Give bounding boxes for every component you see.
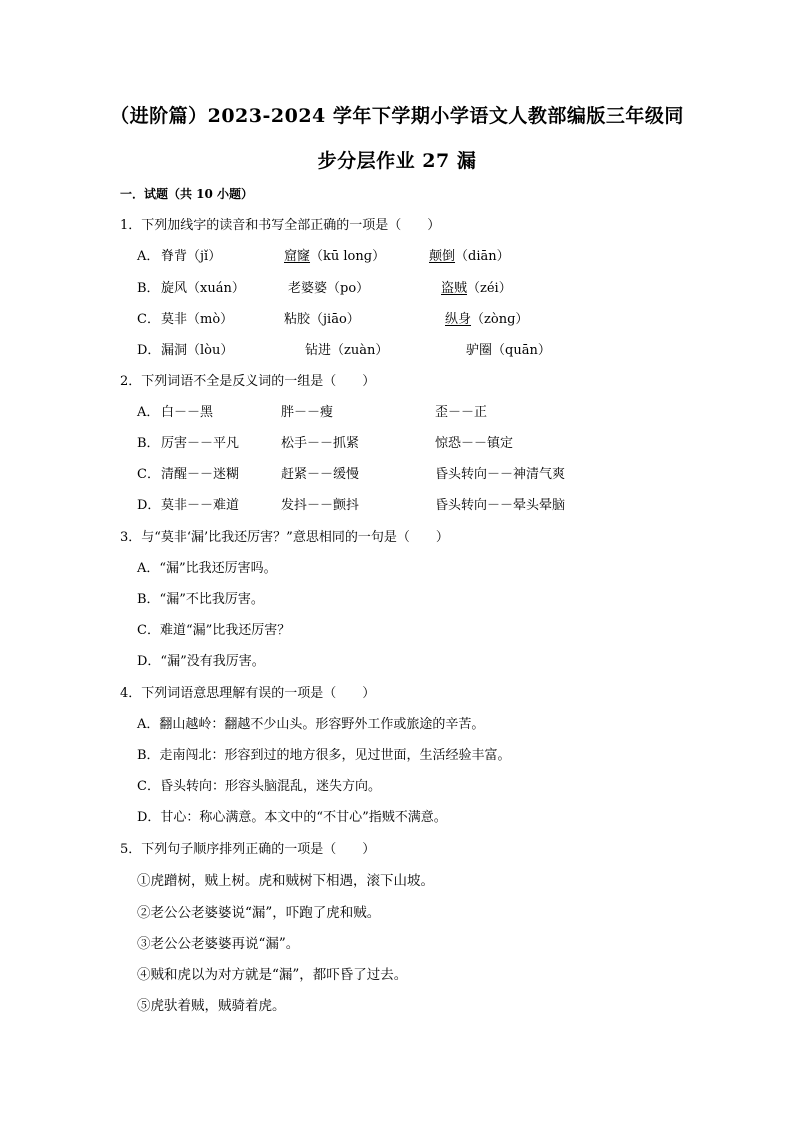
pinyin: （mò） <box>187 312 234 327</box>
q2-b-item-1: 厉害－－平凡 <box>161 436 240 451</box>
q5-sentence-4: ④贼和虎以为对方就是“漏”，都吓昏了过去。 <box>137 967 408 983</box>
underlined-word: 驴圈 <box>466 343 493 358</box>
underlined-word: 窟窿 <box>284 249 311 264</box>
q1-b-item-3 <box>441 279 512 299</box>
q5-sentence-1: ①虎蹭树，贼上树。虎和贼树下相遇，滚下山坡。 <box>137 873 434 889</box>
q2-a-item-2: 胖－－瘦 <box>281 405 334 420</box>
q4-option-a: A．翻山越岭：翻越不少山头。形容野外工作或旅途的辛苦。 <box>137 717 485 732</box>
q2-a-item-3: 歪－－正 <box>435 405 488 420</box>
section-heading: 一．试题（共 10 小题） <box>120 187 254 201</box>
option-letter: A． <box>137 249 160 264</box>
document-title-line-2: 步分层作业 27 漏 <box>317 150 477 172</box>
option-letter: B． <box>137 281 160 296</box>
pinyin: （lòu） <box>187 343 234 358</box>
pinyin: （zéi） <box>467 281 512 296</box>
q2-a-item-1: 白－－黑 <box>161 405 214 420</box>
document-title-line-1: （进阶篇）2023-2024 学年下学期小学语文人教部编版三年级同 <box>110 105 684 127</box>
pinyin: （quān） <box>492 343 551 358</box>
q1-option-d <box>137 341 160 361</box>
option-letter: D． <box>137 498 161 513</box>
question-5-stem: 5．下列句子顺序排列正确的一项是（ ） <box>120 842 376 857</box>
q2-option-d <box>137 496 160 516</box>
option-letter: C． <box>137 312 160 327</box>
pinyin: （xuán） <box>187 281 245 296</box>
underlined-word: 盗贼 <box>441 281 468 296</box>
underlined-word: 粘胶 <box>284 312 311 327</box>
underlined-word: 颠倒 <box>429 249 456 264</box>
q2-d-item-3: 昏头转向－－晕头晕脑 <box>435 498 566 513</box>
q1-a-item-3 <box>429 247 510 267</box>
q3-option-d: D．“漏”没有我厉害。 <box>137 654 265 669</box>
pinyin: （jiāo） <box>310 312 360 327</box>
question-1-stem: 1．下列加线字的读音和书写全部正确的一项是（ ） <box>120 218 441 233</box>
q2-c-item-2: 赶紧－－缓慢 <box>281 467 360 482</box>
q1-d-item-2 <box>305 341 388 361</box>
q1-option-b <box>137 279 160 299</box>
q2-d-item-2: 发抖－－颤抖 <box>281 498 360 513</box>
option-letter: C． <box>137 467 160 482</box>
pinyin: （diān） <box>455 249 510 264</box>
q2-option-a <box>137 403 159 423</box>
underlined-word: 纵身 <box>445 312 472 327</box>
q1-c-item-3 <box>445 310 528 330</box>
q4-option-d: D．甘心：称心满意。本文中的“不甘心”指贼不满意。 <box>137 810 447 825</box>
q1-c-item-2 <box>284 310 360 330</box>
pinyin: （po） <box>327 281 370 296</box>
pinyin: （zònɡ） <box>471 312 529 327</box>
q2-option-b <box>137 434 160 454</box>
q4-option-c: C．昏头转向：形容头脑混乱，迷失方向。 <box>137 779 381 794</box>
q2-c-item-1: 清醒－－迷糊 <box>161 467 240 482</box>
q5-sentence-3: ③老公公老婆婆再说“漏”。 <box>137 936 300 952</box>
option-letter: A． <box>137 405 160 420</box>
underlined-word: 莫非 <box>161 312 188 327</box>
underlined-word: 漏洞 <box>161 343 188 358</box>
q3-option-a: A．“漏”比我还厉害吗。 <box>137 561 277 576</box>
option-letter: B． <box>137 436 160 451</box>
q1-option-c <box>137 310 160 330</box>
q1-b-item-2 <box>288 279 369 299</box>
q1-c-item-1 <box>161 310 233 330</box>
q1-d-item-1 <box>161 341 233 361</box>
q3-option-b: B．“漏”不比我厉害。 <box>137 592 264 607</box>
q1-a-item-1 <box>161 247 221 267</box>
q2-d-item-1: 莫非－－难道 <box>161 498 240 513</box>
q1-b-item-1 <box>161 279 245 299</box>
underlined-word: 老婆婆 <box>288 281 328 296</box>
underlined-word: 脊背 <box>161 249 188 264</box>
q1-option-a <box>137 247 159 267</box>
pinyin: （jǐ） <box>187 249 222 264</box>
q5-sentence-5: ⑤虎驮着贼，贼骑着虎。 <box>137 998 286 1014</box>
underlined-word: 旋风 <box>161 281 188 296</box>
q1-a-item-2 <box>284 247 385 267</box>
q2-b-item-2: 松手－－抓紧 <box>281 436 360 451</box>
underlined-word: 钻进 <box>305 343 332 358</box>
question-4-stem: 4．下列词语意思理解有误的一项是（ ） <box>120 686 376 701</box>
q4-option-b: B．走南闯北：形容到过的地方很多，见过世面，生活经验丰富。 <box>137 748 511 763</box>
option-letter: D． <box>137 343 161 358</box>
q2-b-item-3: 惊恐－－镇定 <box>435 436 514 451</box>
q2-c-item-3: 昏头转向－－神清气爽 <box>435 467 566 482</box>
pinyin: （zuàn） <box>331 343 389 358</box>
q1-d-item-3 <box>466 341 551 361</box>
pinyin: （kū lonɡ） <box>310 249 386 264</box>
q2-option-c <box>137 465 160 485</box>
q5-sentence-2: ②老公公老婆婆说“漏”，吓跑了虎和贼。 <box>137 905 381 921</box>
question-3-stem: 3．与“莫非‘漏’比我还厉害？”意思相同的一句是（ ） <box>120 530 449 545</box>
q3-option-c: C．难道“漏”比我还厉害？ <box>137 623 291 638</box>
question-2-stem: 2．下列词语不全是反义词的一组是（ ） <box>120 374 376 389</box>
